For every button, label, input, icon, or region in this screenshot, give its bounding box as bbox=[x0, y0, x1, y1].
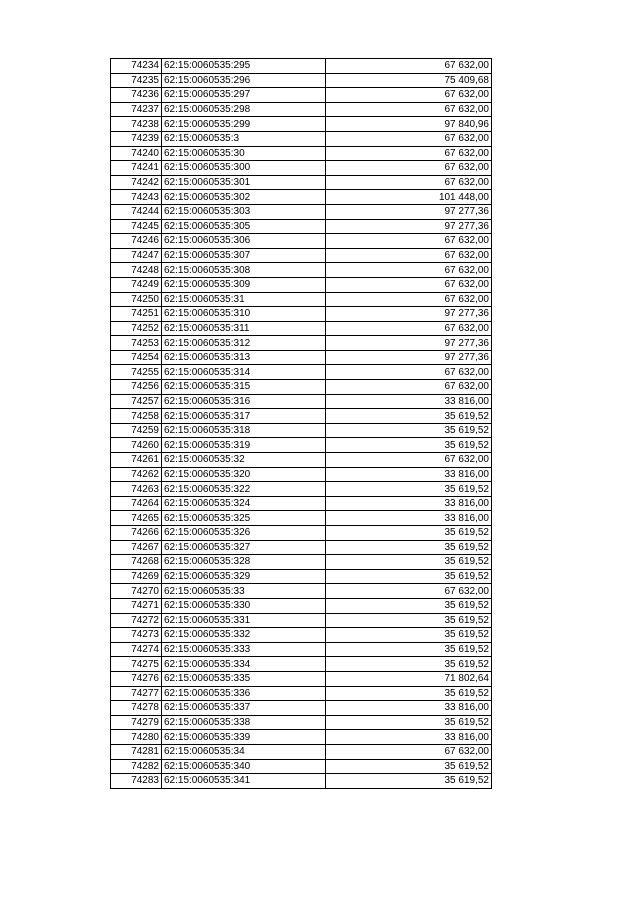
row-number-cell: 74253 bbox=[111, 336, 162, 351]
row-number-cell: 74237 bbox=[111, 102, 162, 117]
table-row bbox=[111, 657, 492, 672]
table-row bbox=[111, 146, 492, 161]
row-number-cell: 74272 bbox=[111, 613, 162, 628]
cadastral-number-cell: 62:15:0060535:329 bbox=[162, 569, 326, 584]
table-row bbox=[111, 73, 492, 88]
cadastral-number-cell: 62:15:0060535:317 bbox=[162, 409, 326, 424]
table-row bbox=[111, 511, 492, 526]
table-row bbox=[111, 438, 492, 453]
table-row bbox=[111, 744, 492, 759]
cadastral-value-table bbox=[110, 58, 492, 789]
row-number-cell: 74244 bbox=[111, 204, 162, 219]
table-row bbox=[111, 613, 492, 628]
cadastral-number-cell: 62:15:0060535:332 bbox=[162, 628, 326, 643]
cadastral-value-cell: 35 619,52 bbox=[326, 569, 492, 584]
table-row bbox=[111, 467, 492, 482]
row-number-cell: 74275 bbox=[111, 657, 162, 672]
table-row bbox=[111, 584, 492, 599]
cadastral-value-cell: 67 632,00 bbox=[326, 234, 492, 249]
cadastral-number-cell: 62:15:0060535:34 bbox=[162, 744, 326, 759]
row-number-cell: 74278 bbox=[111, 701, 162, 716]
row-number-cell: 74281 bbox=[111, 744, 162, 759]
table-row bbox=[111, 336, 492, 351]
row-number-cell: 74246 bbox=[111, 234, 162, 249]
row-number-cell: 74276 bbox=[111, 671, 162, 686]
cadastral-number-cell: 62:15:0060535:311 bbox=[162, 321, 326, 336]
cadastral-number-cell: 62:15:0060535:340 bbox=[162, 759, 326, 774]
cadastral-value-cell: 67 632,00 bbox=[326, 161, 492, 176]
cadastral-value-cell: 35 619,52 bbox=[326, 423, 492, 438]
row-number-cell: 74240 bbox=[111, 146, 162, 161]
cadastral-value-cell: 67 632,00 bbox=[326, 744, 492, 759]
table-row bbox=[111, 175, 492, 190]
table-row bbox=[111, 350, 492, 365]
cadastral-number-cell: 62:15:0060535:298 bbox=[162, 102, 326, 117]
cadastral-number-cell: 62:15:0060535:324 bbox=[162, 496, 326, 511]
cadastral-value-cell: 67 632,00 bbox=[326, 277, 492, 292]
row-number-cell: 74235 bbox=[111, 73, 162, 88]
cadastral-number-cell: 62:15:0060535:325 bbox=[162, 511, 326, 526]
cadastral-number-cell: 62:15:0060535:297 bbox=[162, 88, 326, 103]
table-row bbox=[111, 321, 492, 336]
cadastral-value-cell: 35 619,52 bbox=[326, 628, 492, 643]
cadastral-value-cell: 75 409,68 bbox=[326, 73, 492, 88]
cadastral-value-cell: 67 632,00 bbox=[326, 365, 492, 380]
cadastral-number-cell: 62:15:0060535:341 bbox=[162, 774, 326, 789]
cadastral-number-cell: 62:15:0060535:33 bbox=[162, 584, 326, 599]
cadastral-value-cell: 35 619,52 bbox=[326, 715, 492, 730]
table-row bbox=[111, 423, 492, 438]
row-number-cell: 74271 bbox=[111, 598, 162, 613]
table-row bbox=[111, 263, 492, 278]
row-number-cell: 74268 bbox=[111, 555, 162, 570]
row-number-cell: 74261 bbox=[111, 453, 162, 468]
cadastral-number-cell: 62:15:0060535:31 bbox=[162, 292, 326, 307]
table-row bbox=[111, 701, 492, 716]
cadastral-value-cell: 35 619,52 bbox=[326, 526, 492, 541]
row-number-cell: 74248 bbox=[111, 263, 162, 278]
cadastral-number-cell: 62:15:0060535:313 bbox=[162, 350, 326, 365]
cadastral-value-cell: 33 816,00 bbox=[326, 467, 492, 482]
row-number-cell: 74241 bbox=[111, 161, 162, 176]
row-number-cell: 74282 bbox=[111, 759, 162, 774]
row-number-cell: 74251 bbox=[111, 307, 162, 322]
cadastral-number-cell: 62:15:0060535:333 bbox=[162, 642, 326, 657]
cadastral-value-cell: 35 619,52 bbox=[326, 409, 492, 424]
row-number-cell: 74239 bbox=[111, 131, 162, 146]
table-row bbox=[111, 686, 492, 701]
cadastral-value-cell: 67 632,00 bbox=[326, 175, 492, 190]
table-row bbox=[111, 453, 492, 468]
table-row bbox=[111, 540, 492, 555]
cadastral-value-cell: 35 619,52 bbox=[326, 759, 492, 774]
cadastral-value-cell: 35 619,52 bbox=[326, 598, 492, 613]
cadastral-number-cell: 62:15:0060535:3 bbox=[162, 131, 326, 146]
table-row bbox=[111, 598, 492, 613]
cadastral-number-cell: 62:15:0060535:335 bbox=[162, 671, 326, 686]
cadastral-number-cell: 62:15:0060535:322 bbox=[162, 482, 326, 497]
table-row bbox=[111, 482, 492, 497]
table-row bbox=[111, 569, 492, 584]
cadastral-value-cell: 33 816,00 bbox=[326, 394, 492, 409]
row-number-cell: 74266 bbox=[111, 526, 162, 541]
cadastral-value-cell: 33 816,00 bbox=[326, 511, 492, 526]
table-row bbox=[111, 394, 492, 409]
cadastral-value-cell: 33 816,00 bbox=[326, 730, 492, 745]
cadastral-number-cell: 62:15:0060535:328 bbox=[162, 555, 326, 570]
row-number-cell: 74257 bbox=[111, 394, 162, 409]
cadastral-number-cell: 62:15:0060535:302 bbox=[162, 190, 326, 205]
cadastral-value-cell: 35 619,52 bbox=[326, 540, 492, 555]
cadastral-value-cell: 67 632,00 bbox=[326, 453, 492, 468]
table-row bbox=[111, 365, 492, 380]
cadastral-value-cell: 35 619,52 bbox=[326, 555, 492, 570]
table-row bbox=[111, 204, 492, 219]
cadastral-number-cell: 62:15:0060535:312 bbox=[162, 336, 326, 351]
cadastral-number-cell: 62:15:0060535:315 bbox=[162, 380, 326, 395]
row-number-cell: 74277 bbox=[111, 686, 162, 701]
table-row bbox=[111, 730, 492, 745]
cadastral-number-cell: 62:15:0060535:295 bbox=[162, 59, 326, 74]
row-number-cell: 74267 bbox=[111, 540, 162, 555]
table-row bbox=[111, 715, 492, 730]
table-row bbox=[111, 59, 492, 74]
table-row bbox=[111, 307, 492, 322]
row-number-cell: 74269 bbox=[111, 569, 162, 584]
table-row bbox=[111, 277, 492, 292]
cadastral-value-cell: 67 632,00 bbox=[326, 380, 492, 395]
cadastral-number-cell: 62:15:0060535:334 bbox=[162, 657, 326, 672]
table-row bbox=[111, 628, 492, 643]
row-number-cell: 74252 bbox=[111, 321, 162, 336]
cadastral-number-cell: 62:15:0060535:326 bbox=[162, 526, 326, 541]
row-number-cell: 74263 bbox=[111, 482, 162, 497]
row-number-cell: 74243 bbox=[111, 190, 162, 205]
row-number-cell: 74283 bbox=[111, 774, 162, 789]
cadastral-number-cell: 62:15:0060535:301 bbox=[162, 175, 326, 190]
row-number-cell: 74247 bbox=[111, 248, 162, 263]
cadastral-value-cell: 35 619,52 bbox=[326, 686, 492, 701]
table-row bbox=[111, 102, 492, 117]
row-number-cell: 74265 bbox=[111, 511, 162, 526]
cadastral-number-cell: 62:15:0060535:338 bbox=[162, 715, 326, 730]
cadastral-number-cell: 62:15:0060535:330 bbox=[162, 598, 326, 613]
row-number-cell: 74260 bbox=[111, 438, 162, 453]
table-row bbox=[111, 131, 492, 146]
table-row bbox=[111, 88, 492, 103]
cadastral-number-cell: 62:15:0060535:305 bbox=[162, 219, 326, 234]
cadastral-value-cell: 33 816,00 bbox=[326, 701, 492, 716]
row-number-cell: 74245 bbox=[111, 219, 162, 234]
cadastral-value-cell: 35 619,52 bbox=[326, 482, 492, 497]
row-number-cell: 74258 bbox=[111, 409, 162, 424]
cadastral-value-cell: 35 619,52 bbox=[326, 613, 492, 628]
cadastral-value-cell: 97 277,36 bbox=[326, 336, 492, 351]
cadastral-number-cell: 62:15:0060535:320 bbox=[162, 467, 326, 482]
cadastral-value-cell: 67 632,00 bbox=[326, 292, 492, 307]
table-row bbox=[111, 219, 492, 234]
row-number-cell: 74264 bbox=[111, 496, 162, 511]
table-row bbox=[111, 292, 492, 307]
cadastral-value-cell: 35 619,52 bbox=[326, 642, 492, 657]
table-row bbox=[111, 774, 492, 789]
cadastral-value-cell: 35 619,52 bbox=[326, 657, 492, 672]
cadastral-number-cell: 62:15:0060535:300 bbox=[162, 161, 326, 176]
cadastral-number-cell: 62:15:0060535:337 bbox=[162, 701, 326, 716]
table-row bbox=[111, 161, 492, 176]
cadastral-value-cell: 101 448,00 bbox=[326, 190, 492, 205]
cadastral-number-cell: 62:15:0060535:319 bbox=[162, 438, 326, 453]
cadastral-number-cell: 62:15:0060535:314 bbox=[162, 365, 326, 380]
row-number-cell: 74250 bbox=[111, 292, 162, 307]
cadastral-number-cell: 62:15:0060535:316 bbox=[162, 394, 326, 409]
cadastral-number-cell: 62:15:0060535:327 bbox=[162, 540, 326, 555]
cadastral-value-cell: 35 619,52 bbox=[326, 774, 492, 789]
row-number-cell: 74242 bbox=[111, 175, 162, 190]
cadastral-number-cell: 62:15:0060535:32 bbox=[162, 453, 326, 468]
cadastral-value-cell: 35 619,52 bbox=[326, 438, 492, 453]
row-number-cell: 74234 bbox=[111, 59, 162, 74]
table-row bbox=[111, 234, 492, 249]
table-row bbox=[111, 759, 492, 774]
cadastral-number-cell: 62:15:0060535:310 bbox=[162, 307, 326, 322]
table-row bbox=[111, 671, 492, 686]
row-number-cell: 74262 bbox=[111, 467, 162, 482]
cadastral-value-cell: 33 816,00 bbox=[326, 496, 492, 511]
cadastral-value-cell: 71 802,64 bbox=[326, 671, 492, 686]
row-number-cell: 74254 bbox=[111, 350, 162, 365]
cadastral-value-cell: 67 632,00 bbox=[326, 102, 492, 117]
row-number-cell: 74270 bbox=[111, 584, 162, 599]
cadastral-number-cell: 62:15:0060535:303 bbox=[162, 204, 326, 219]
cadastral-value-cell: 97 277,36 bbox=[326, 204, 492, 219]
table-row bbox=[111, 526, 492, 541]
table-row bbox=[111, 248, 492, 263]
cadastral-number-cell: 62:15:0060535:299 bbox=[162, 117, 326, 132]
row-number-cell: 74249 bbox=[111, 277, 162, 292]
row-number-cell: 74273 bbox=[111, 628, 162, 643]
table-row bbox=[111, 496, 492, 511]
cadastral-value-cell: 67 632,00 bbox=[326, 263, 492, 278]
cadastral-value-cell: 97 277,36 bbox=[326, 219, 492, 234]
row-number-cell: 74280 bbox=[111, 730, 162, 745]
cadastral-number-cell: 62:15:0060535:309 bbox=[162, 277, 326, 292]
row-number-cell: 74238 bbox=[111, 117, 162, 132]
cadastral-value-cell: 97 840,96 bbox=[326, 117, 492, 132]
cadastral-value-cell: 67 632,00 bbox=[326, 59, 492, 74]
cadastral-value-cell: 97 277,36 bbox=[326, 350, 492, 365]
table-row bbox=[111, 555, 492, 570]
cadastral-value-cell: 67 632,00 bbox=[326, 321, 492, 336]
row-number-cell: 74236 bbox=[111, 88, 162, 103]
cadastral-value-cell: 97 277,36 bbox=[326, 307, 492, 322]
table-row bbox=[111, 380, 492, 395]
cadastral-value-cell: 67 632,00 bbox=[326, 584, 492, 599]
cadastral-number-cell: 62:15:0060535:296 bbox=[162, 73, 326, 88]
cadastral-number-cell: 62:15:0060535:306 bbox=[162, 234, 326, 249]
row-number-cell: 74279 bbox=[111, 715, 162, 730]
cadastral-value-cell: 67 632,00 bbox=[326, 131, 492, 146]
row-number-cell: 74255 bbox=[111, 365, 162, 380]
cadastral-number-cell: 62:15:0060535:307 bbox=[162, 248, 326, 263]
cadastral-number-cell: 62:15:0060535:339 bbox=[162, 730, 326, 745]
cadastral-number-cell: 62:15:0060535:318 bbox=[162, 423, 326, 438]
cadastral-number-cell: 62:15:0060535:308 bbox=[162, 263, 326, 278]
table-body bbox=[111, 59, 492, 789]
row-number-cell: 74259 bbox=[111, 423, 162, 438]
table-row bbox=[111, 409, 492, 424]
table-row bbox=[111, 190, 492, 205]
table-row bbox=[111, 642, 492, 657]
cadastral-value-cell: 67 632,00 bbox=[326, 88, 492, 103]
cadastral-value-cell: 67 632,00 bbox=[326, 248, 492, 263]
cadastral-value-cell: 67 632,00 bbox=[326, 146, 492, 161]
cadastral-number-cell: 62:15:0060535:331 bbox=[162, 613, 326, 628]
row-number-cell: 74256 bbox=[111, 380, 162, 395]
row-number-cell: 74274 bbox=[111, 642, 162, 657]
table-row bbox=[111, 117, 492, 132]
cadastral-number-cell: 62:15:0060535:336 bbox=[162, 686, 326, 701]
cadastral-number-cell: 62:15:0060535:30 bbox=[162, 146, 326, 161]
